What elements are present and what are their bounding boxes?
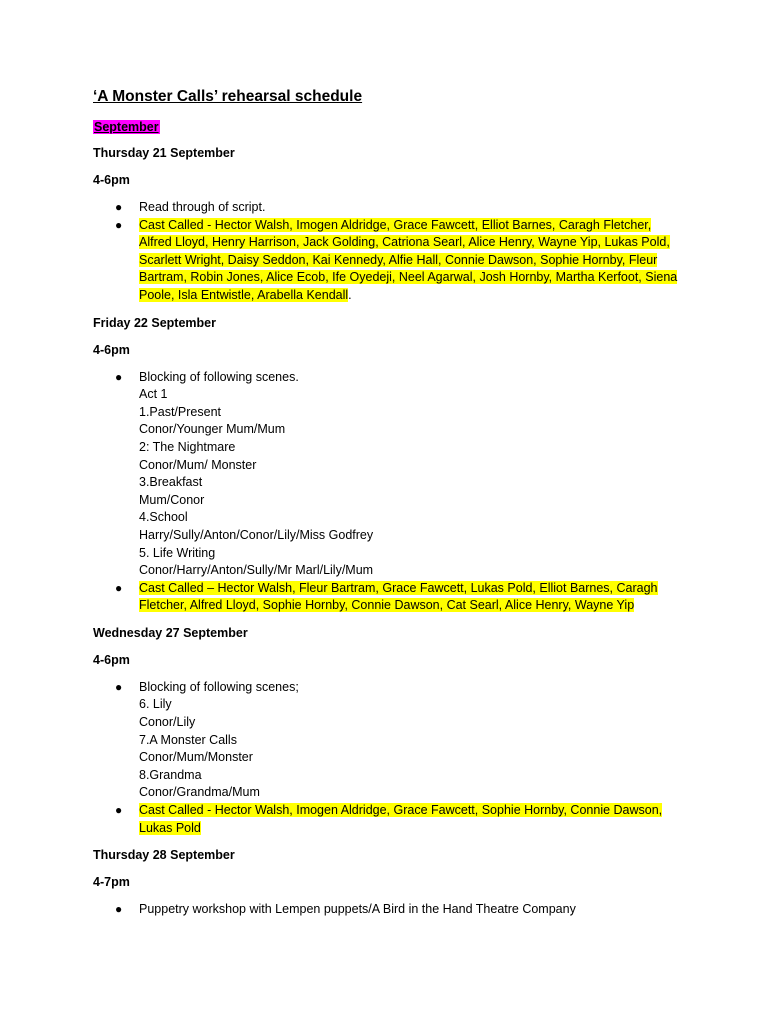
session-time: 4-6pm — [93, 173, 130, 187]
session-day: Thursday 21 September — [93, 146, 235, 160]
cast-called-text: Cast Called – Hector Walsh, Fleur Bartram, Grace Fawcett, Lukas Pold, Elliot Barnes, Caragh Fletcher, Alfred Lloyd, Sophie Hornby, Connie Dawson, Cat Searl, Alice Henry, Wayne Yip — [139, 580, 658, 613]
session-day: Friday 22 September — [93, 315, 216, 330]
item-line: Conor/Grandma/Mum — [139, 785, 260, 800]
session-day: Thursday 28 September — [93, 848, 235, 863]
list-item-cast — [93, 580, 683, 615]
item-line: Blocking of following scenes. — [139, 369, 299, 384]
bullet-icon: ● — [115, 902, 123, 917]
item-line: Harry/Sully/Anton/Conor/Lily/Miss Godfrey — [139, 527, 374, 542]
session-thursday-28 — [93, 847, 683, 919]
item-line: Blocking of following scenes; — [139, 679, 299, 694]
document-title: ‘A Monster Calls’ rehearsal schedule — [93, 88, 363, 105]
item-line: Act 1 — [139, 387, 168, 402]
item-line: 6. Lily — [139, 697, 172, 712]
bullet-icon: ● — [115, 217, 123, 232]
cast-called-text: Cast Called - Hector Walsh, Imogen Aldridge, Grace Fawcett, Sophie Hornby, Connie Dawson, Lukas Pold — [139, 803, 663, 835]
session-friday-22 — [93, 315, 683, 615]
item-line: 7.A Monster Calls — [139, 732, 237, 747]
bullet-icon: ● — [115, 369, 123, 384]
item-line: Conor/Younger Mum/Mum — [139, 422, 286, 437]
document-page — [93, 86, 683, 929]
item-line: Mum/Conor — [139, 492, 205, 507]
session-time: 4-6pm — [93, 652, 130, 667]
item-line: Conor/Harry/Anton/Sully/Mr Marl/Lily/Mum — [139, 563, 374, 578]
list-item — [93, 369, 683, 580]
list-item-cast — [93, 802, 683, 837]
item-line: Conor/Mum/ Monster — [139, 457, 257, 472]
bullet-icon: ● — [115, 679, 123, 694]
item-line: 4.School — [139, 510, 188, 525]
item-line: 8.Grandma — [139, 767, 202, 782]
item-line: Conor/Lily — [139, 715, 196, 730]
session-day: Wednesday 27 September — [93, 625, 248, 640]
session-items — [93, 369, 683, 615]
item-line: 1.Past/Present — [139, 404, 221, 419]
bullet-icon: ● — [115, 803, 123, 818]
month-heading-wrap — [93, 118, 683, 137]
item-line: Conor/Mum/Monster — [139, 750, 253, 765]
list-item — [93, 901, 683, 919]
list-item — [93, 199, 683, 217]
item-line: 2: The Nightmare — [139, 439, 236, 454]
session-time: 4-6pm — [93, 342, 130, 357]
item-line: 5. Life Writing — [139, 545, 216, 560]
cast-suffix: . — [348, 287, 352, 302]
item-text: Read through of script. — [139, 200, 266, 214]
session-items — [93, 901, 683, 919]
session-wednesday-27 — [93, 625, 683, 837]
session-items — [93, 199, 683, 305]
cast-called-text: Cast Called - Hector Walsh, Imogen Aldridge, Grace Fawcett, Elliot Barnes, Caragh Fletcher, Alfred Lloyd, Henry Harrison, Jack Golding, Catriona Searl, Alice Henry, Wayne Yip, Lukas Pold, Scarlett Wright, Daisy Seddon, Kai Kennedy, Alfie Hall, Connie Dawson, Sophie Hornby, Fleur Bartram, Robin Jones, Alice Ecob, Ife Oyedeji, Neel Agarwal, Josh Hornby, Martha Kerfoot, Siena Poole, Isla Entwistle, Arabella Kendall — [139, 217, 678, 302]
session-time: 4-7pm — [93, 875, 130, 890]
session-items — [93, 679, 683, 837]
item-text: Puppetry workshop with Lempen puppets/A Bird in the Hand Theatre Company — [139, 902, 576, 917]
session-thursday-21 — [93, 145, 683, 305]
item-line: 3.Breakfast — [139, 475, 203, 490]
bullet-icon: ● — [115, 580, 123, 595]
list-item-cast — [93, 217, 683, 305]
month-heading: September — [94, 120, 159, 134]
list-item — [93, 679, 683, 802]
bullet-icon: ● — [115, 200, 123, 214]
